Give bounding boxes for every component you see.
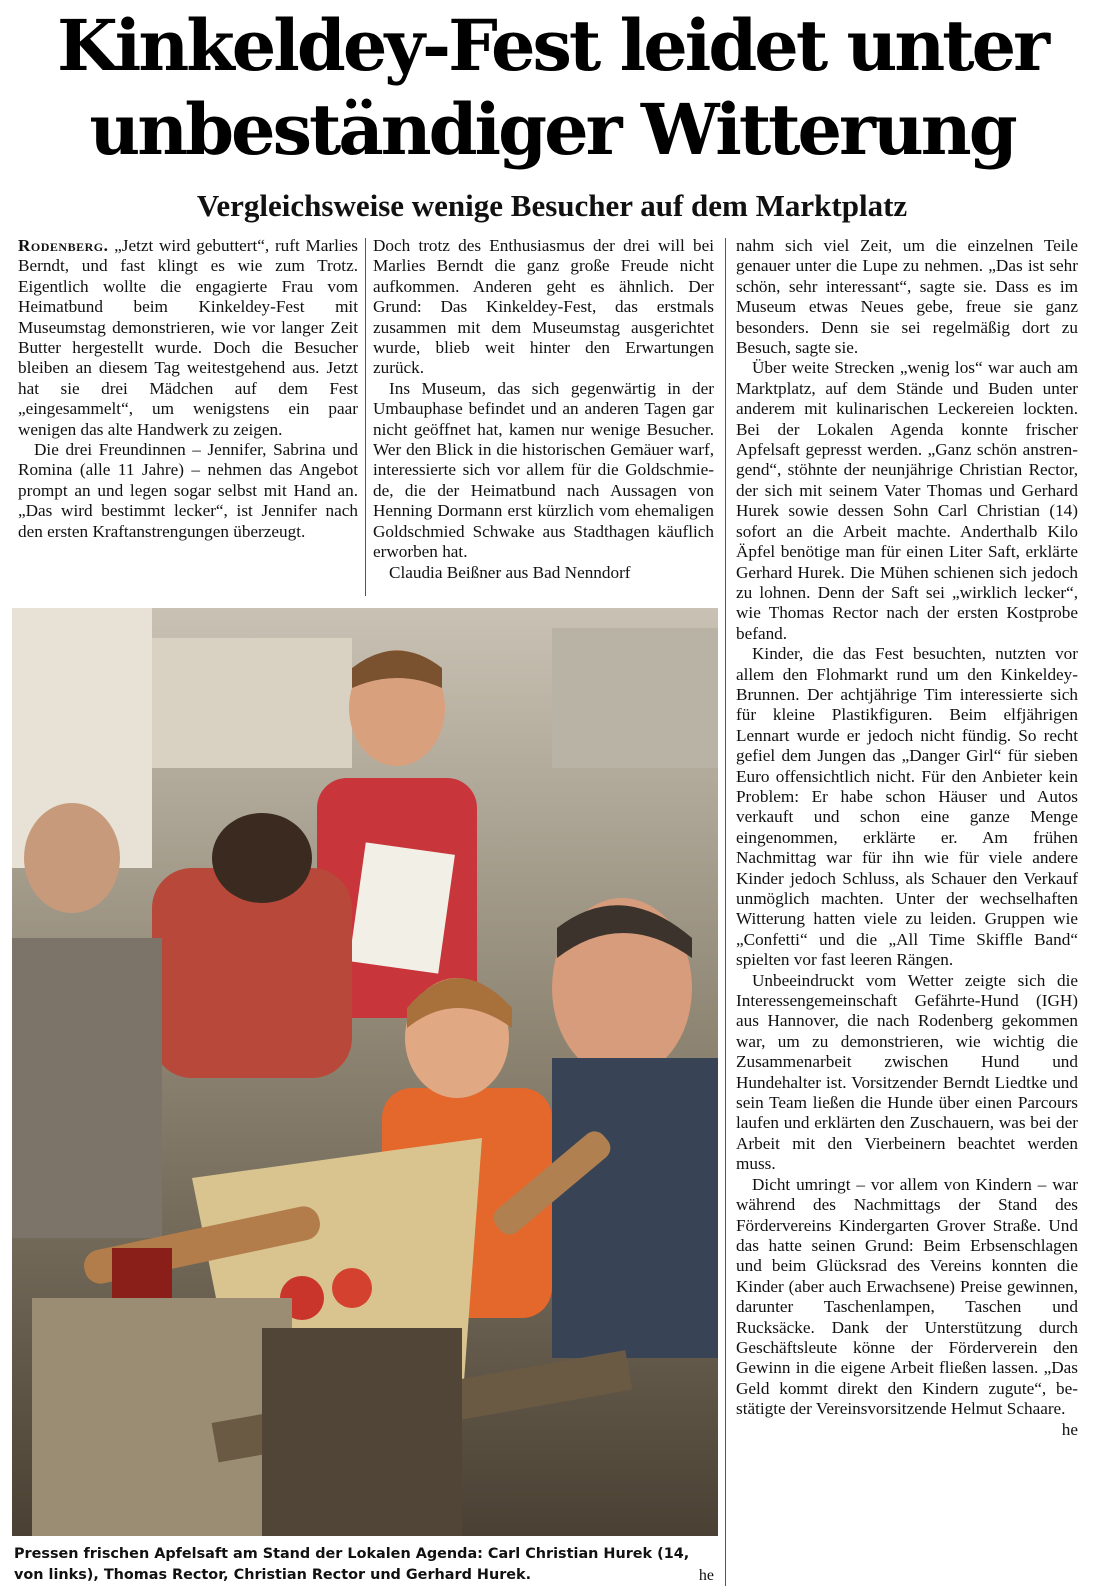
photo-illustration xyxy=(12,608,718,1536)
photo-caption xyxy=(14,1544,720,1586)
dateline: Rodenberg. xyxy=(18,236,109,255)
paragraph: Doch trotz des Enthusiasmus der drei will bei Marlies Berndt die ganz große Freude nicht aufkommen. Anderen geht es ähnlich. Der Grund: Das Kinkeldey-Fest, das erstmals zusammen mit dem Museumstag ausgerichtet wurde, blieb weit hinter den Erwartungen zurück. xyxy=(373,236,714,378)
paragraph: Die drei Freundinnen – Jennifer, Sabrina und Romina (alle 11 Jahre) – nehmen das Angebot prompt an und legen sogar selbst mit Hand an. „Das wird bestimmt lecker“, ist Jennifer nach den ersten Kraftanstrengungen überzeugt. xyxy=(18,440,358,541)
photo-credit: he xyxy=(698,1567,714,1584)
caption-text: Pressen frischen Apfelsaft am Stand der Lokalen Agenda: Carl Christian Hurek (14, von links), Thomas Rector, Christian Rector und Gerhard Hurek. xyxy=(14,1546,690,1583)
paragraph: nahm sich viel Zeit, um die einzelnen Teile genauer unter die Lupe zu nehmen. „Das ist sehr schön, sehr interessant“, sagte sie. Dass es im Museum etwas Neues gebe, freue sie ganz besonders. Denn sie sei regelmäßig dort zu Besuch, sagte sie. xyxy=(736,236,1078,358)
subheadline: Vergleichsweise wenige Besucher auf dem Marktplatz xyxy=(196,188,908,223)
paragraph: Über weite Strecken „wenig los“ war auch am Marktplatz, auf dem Stände und Buden unter anderem mit kulinarischen Leckereien lockten. Bei der Lokalen Agenda konnte frischer Apfelsaft gepresst werden. „Ganz schön anstrengend“, stöhnte der neunjährige Christian Rector, der sich mit seinem Vater Thomas und Gerhard Hurek sowie dessen Sohn Carl Christian (14) sofort an die Arbeit machte. Anderthalb Kilo Äpfel benötige man für einen Liter Saft, erklärte Gerhard Hurek. Die Mühen schienen sich jedoch zu lohnen. Denn der Saft sei „wirklich lecker“, wie Thomas Rector nach der ersten Kostprobe befand. xyxy=(736,358,1078,643)
paragraph: Ins Museum, das sich gegenwärtig in der Umbauphase befindet und an anderen Tagen gar nicht geöffnet hat, kamen nur wenige Besucher. Wer den Blick in die historischen Gemäuer warf, interessierte sich vor allem für die Goldschmiede, die der Heimatbund nach Aussagen von Henning Dormann erst kürzlich vom ehemaligen Goldschmied Schwake aus Stadthagen käuflich erworben hat. xyxy=(373,378,714,562)
article-column-3 xyxy=(736,236,1078,1586)
news-photo xyxy=(12,608,718,1536)
paragraph: Claudia Beißner aus Bad Nenndorf xyxy=(389,562,631,582)
paragraph: Kinder, die das Fest besuchten, nutzten vor allem den Flohmarkt rund um den Kinkeldey-Brunnen. Der achtjährige Tim interessierte sich für kleine Plastikfiguren. Beim elfjährigen Lennart wurde er jedoch nicht fündig. So recht gefiel dem Jungen das „Danger Girl“ für sieben Euro offensichtlich nicht. Für den Anbieter kein Problem: Er habe schon Häuser und Autos verkauft und schon eine ganze Menge eingenommen, erklärte er. Am frühen Nachmittag war für ihn wie für viele andere Kinder jedoch Schluss, als Schauer den Verkauf unmöglich machten. Unter der wechselhaften Witterung hatten viele zu leiden. Gruppen wie „Confetti“ und die „All Time Skiffle Band“ spielten vor fast leeren Rängen. xyxy=(736,644,1078,970)
article-column-1 xyxy=(18,236,358,596)
paragraph: Rodenberg. „Jetzt wird gebuttert“, ruft Marlies Berndt, und fast klingt es wie zum Trotz. Eigentlich wollte die engagierte Frau vom Heimatbund beim Kinkeldey-Fest mit Museumstag demonstrieren, wie vor langer Zeit Butter hergestellt wurde. Doch die Besucher bleiben an diesem Tag weitestgehend aus. Jetzt hat sie drei Mädchen auf dem Fest „eingesammelt“, um wenigstens ein paar wenigen das alte Handwerk zu zeigen. xyxy=(18,236,358,439)
headline-line-1: Kinkeldey-Fest leidet unter xyxy=(56,4,1048,87)
column-divider xyxy=(725,238,726,1586)
headline xyxy=(10,4,1094,172)
paragraph: Unbeeindruckt vom Wetter zeigte sich die Interessengemeinschaft Gefährte-Hund (IGH) aus Hannover, die nach Rodenberg gekommen war, um zu demonstrieren, wie wichtig die Zusammenarbeit zwischen Hund und Hundehalter ist. Vorsitzender Berndt Liedtke und sein Team ließen die Hunde über einen Parcours laufen und erklärten den Zuschauern, was bei der Arbeit mit den Vierbeinern beachtet werden muss. xyxy=(736,970,1078,1174)
column-divider xyxy=(365,238,366,596)
headline-line-2: unbeständiger Witterung xyxy=(89,88,1015,171)
author-credit: he xyxy=(1061,1419,1078,1439)
paragraph: Dicht umringt – vor allem von Kindern – war während des Nachmittags der Stand des Fördervereins Kindergarten Grover Straße. Und das hatte seinen Grund: Beim Erbsenschlagen und beim Glücksrad des Vereins konnten die Kinder (aber auch Erwachsene) Preise gewinnen, darunter Taschenlampen, Taschen und Rucksäcke. Dank der Unterstützung durch Geschäftsleute könne der Förderverein den Gewinn in die eigene Arbeit fließen lassen. „Das Geld kommt direkt den Kindern zugute“, bestätigte der Vereinsvorsitzende Helmut Schaare. he xyxy=(736,1174,1078,1439)
article-column-2 xyxy=(373,236,714,596)
